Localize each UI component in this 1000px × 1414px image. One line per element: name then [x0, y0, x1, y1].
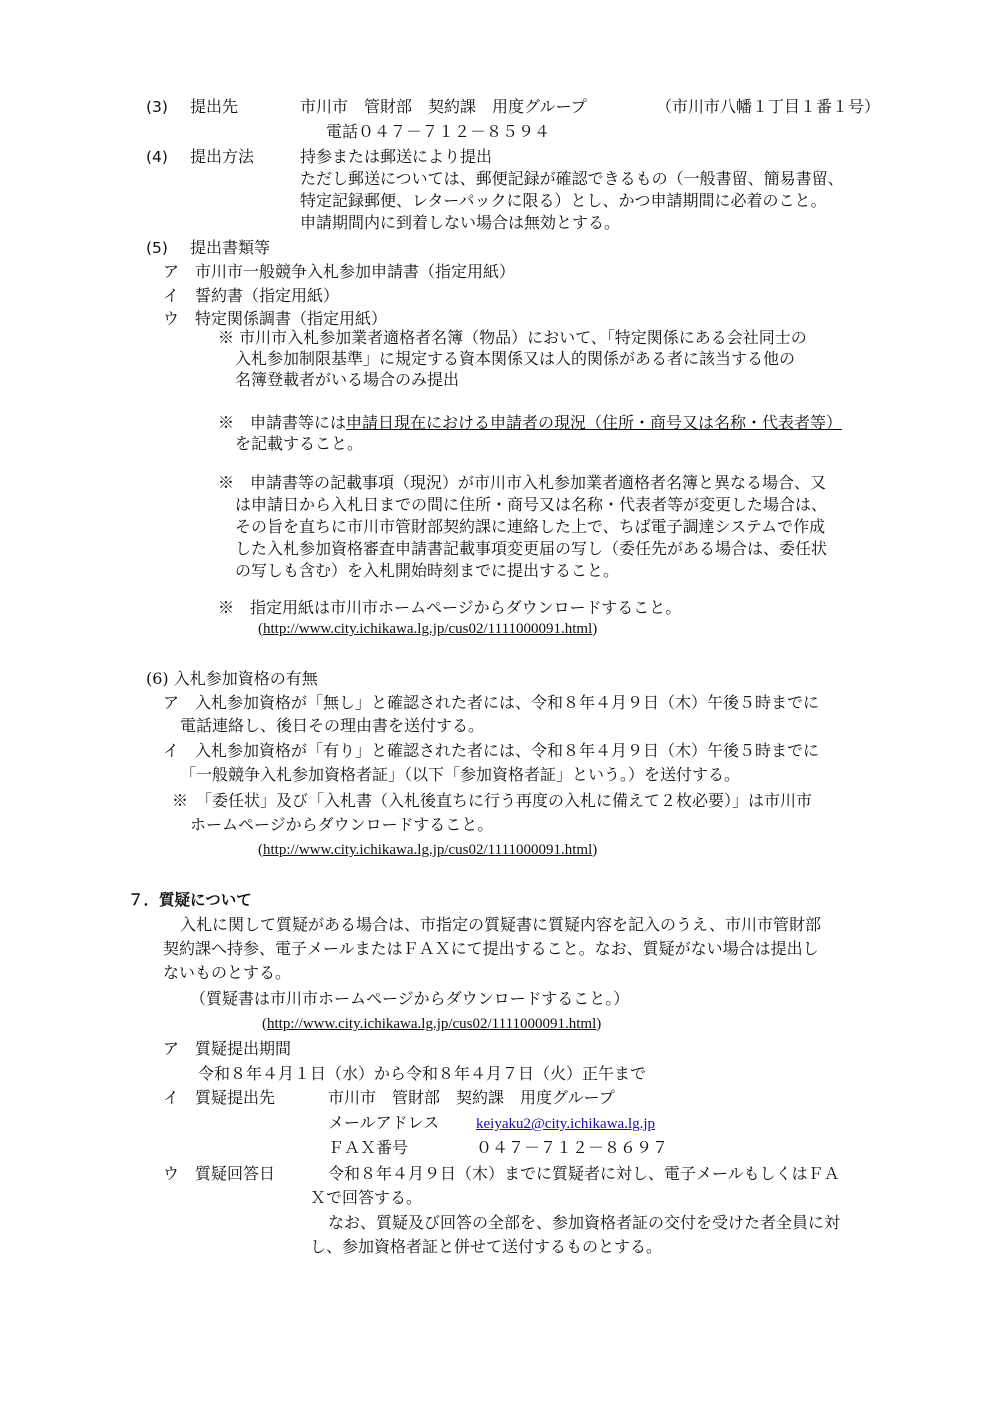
- inquiry-para-line-3: ないものとする。: [163, 963, 292, 982]
- doc-item-u: ウ 特定関係調書（指定用紙）: [163, 309, 388, 328]
- qual-none-line-2: 電話連絡し、後日その理由書を送付する。: [180, 716, 485, 735]
- doc-item-a: ア 市川市一般競争入札参加申請書（指定用紙）: [163, 262, 516, 281]
- fax-label: ＦＡＸ番号: [328, 1138, 409, 1157]
- qual-note-line-2: ホームページからダウンロードすること。: [190, 815, 494, 834]
- inquiry-download-note: （質疑書は市川市ホームページからダウンロードすること。）: [190, 989, 630, 1008]
- method-line-4: 申請期間内に到着しない場合は無効とする。: [300, 213, 621, 232]
- method-line-3: 特定記録郵便、レターパックに限る）とし、かつ申請期間に必着のこと。: [300, 191, 827, 210]
- answer-line-4: し、参加資格者証と併せて送付するものとする。: [310, 1237, 663, 1256]
- email-link[interactable]: keiyaku2@city.ichikawa.lg.jp: [476, 1116, 656, 1132]
- answer-line-1: 令和８年４月９日（木）までに質疑者に対し、電子メールもしくはＦＡ: [328, 1164, 840, 1183]
- note-2-line-1: ※ 申請書等の記載事項（現況）が市川市入札参加業者適格者名簿と異なる場合、又: [218, 473, 827, 492]
- doc-item-u-note-3: 名簿登載者がいる場合のみ提出: [235, 370, 460, 389]
- note-1-prefix: ※ 申請書等には: [218, 413, 347, 432]
- qual-yes-line-2: 「一般競争入札参加資格者証」（以下「参加資格者証」という。）を送付する。: [180, 765, 741, 784]
- download-link-3[interactable]: http://www.city.ichikawa.lg.jp/cus02/1111000091.html: [267, 1016, 597, 1032]
- note-2-line-5: の写しも含む）を入札開始時刻までに提出すること。: [235, 561, 620, 580]
- qual-note-line-1: ※ 「委任状」及び「入札書（入札後直ちに行う再度の入札に備えて２枚必要）」は市川市: [172, 791, 813, 810]
- section-5-number: (5): [146, 239, 168, 257]
- note-3-url-line: (http://www.city.ichikawa.lg.jp/cus02/1111000091.html): [258, 621, 598, 637]
- download-link-2[interactable]: http://www.city.ichikawa.lg.jp/cus02/1111000091.html: [263, 842, 593, 858]
- section-6-title: (6) 入札参加資格の有無: [146, 669, 318, 688]
- section-3-label: 提出先: [190, 97, 239, 116]
- submission-phone: 電話０４７－７１２－８５９４: [326, 122, 551, 141]
- inquiry-period-label: ア 質疑提出期間: [163, 1039, 292, 1058]
- note-1-line-2: を記載すること。: [235, 434, 364, 453]
- method-line-1: 持参または郵送により提出: [300, 147, 493, 166]
- download-link-1[interactable]: http://www.city.ichikawa.lg.jp/cus02/1111000091.html: [263, 621, 593, 637]
- answer-line-3: なお、質疑及び回答の全部を、参加資格者証の交付を受けた者全員に対: [328, 1213, 841, 1232]
- note-2-line-2: は申請日から入札日までの間に住所・商号又は名称・代表者等が変更した場合は、: [235, 495, 828, 514]
- fax-number: ０４７－７１２－８６９７: [476, 1138, 669, 1157]
- method-line-2: ただし郵送については、郵便記録が確認できるもの（一般書留、簡易書留、: [300, 169, 844, 188]
- note-1-underlined: 申請日現在における申請者の現況（住所・商号又は名称・代表者等）: [346, 413, 843, 432]
- answer-date-label: ウ 質疑回答日: [163, 1164, 276, 1183]
- section-6-url-line: (http://www.city.ichikawa.lg.jp/cus02/1111000091.html): [258, 842, 598, 858]
- doc-item-u-note-1: ※ 市川市入札参加業者適格者名簿（物品）において、「特定関係にある会社同士の: [218, 328, 807, 347]
- note-2-line-3: その旨を直ちに市川市管財部契約課に連絡した上で、ちば電子調達システムで作成: [235, 517, 826, 536]
- section-3-number: (3): [146, 98, 168, 116]
- qual-none-line-1: ア 入札参加資格が「無し」と確認された者には、令和８年４月９日（木）午後５時までに: [163, 693, 820, 712]
- submission-address: （市川市八幡１丁目１番１号）: [656, 97, 881, 116]
- section-7-url-line: (http://www.city.ichikawa.lg.jp/cus02/1111000091.html): [262, 1016, 602, 1032]
- qual-yes-line-1: イ 入札参加資格が「有り」と確認された者には、令和８年４月９日（木）午後５時までに: [163, 741, 820, 760]
- email-label: メールアドレス: [328, 1113, 440, 1132]
- doc-item-i: イ 誓約書（指定用紙）: [163, 286, 340, 305]
- section-4-number: (4): [146, 148, 168, 166]
- answer-line-2: Ｘで回答する。: [310, 1188, 423, 1207]
- note-2-line-4: した入札参加資格審査申請書記載事項変更届の写し（委任先がある場合は、委任状: [235, 539, 828, 558]
- note-3-line-1: ※ 指定用紙は市川市ホームページからダウンロードすること。: [218, 598, 682, 617]
- submission-destination: 市川市 管財部 契約課 用度グループ: [300, 97, 587, 116]
- section-4-label: 提出方法: [190, 147, 255, 166]
- inquiry-para-line-2: 契約課へ持参、電子メールまたはＦＡＸにて提出すること。なお、質疑がない場合は提出し: [163, 939, 819, 958]
- section-5-label: 提出書類等: [190, 238, 271, 257]
- inquiry-destination-value: 市川市 管財部 契約課 用度グループ: [328, 1088, 615, 1107]
- inquiry-period-value: 令和８年４月１日（水）から令和８年４月７日（火）正午まで: [198, 1064, 647, 1083]
- section-7-title: ７．質疑について: [128, 891, 252, 909]
- doc-item-u-note-2: 入札参加制限基準」に規定する資本関係又は人的関係がある者に該当する他の: [235, 349, 796, 368]
- note-1-line-1: [218, 412, 842, 434]
- inquiry-destination-label: イ 質疑提出先: [163, 1088, 276, 1107]
- inquiry-para-line-1: 入札に関して質疑がある場合は、市指定の質疑書に質疑内容を記入のうえ、市川市管財部: [180, 915, 821, 934]
